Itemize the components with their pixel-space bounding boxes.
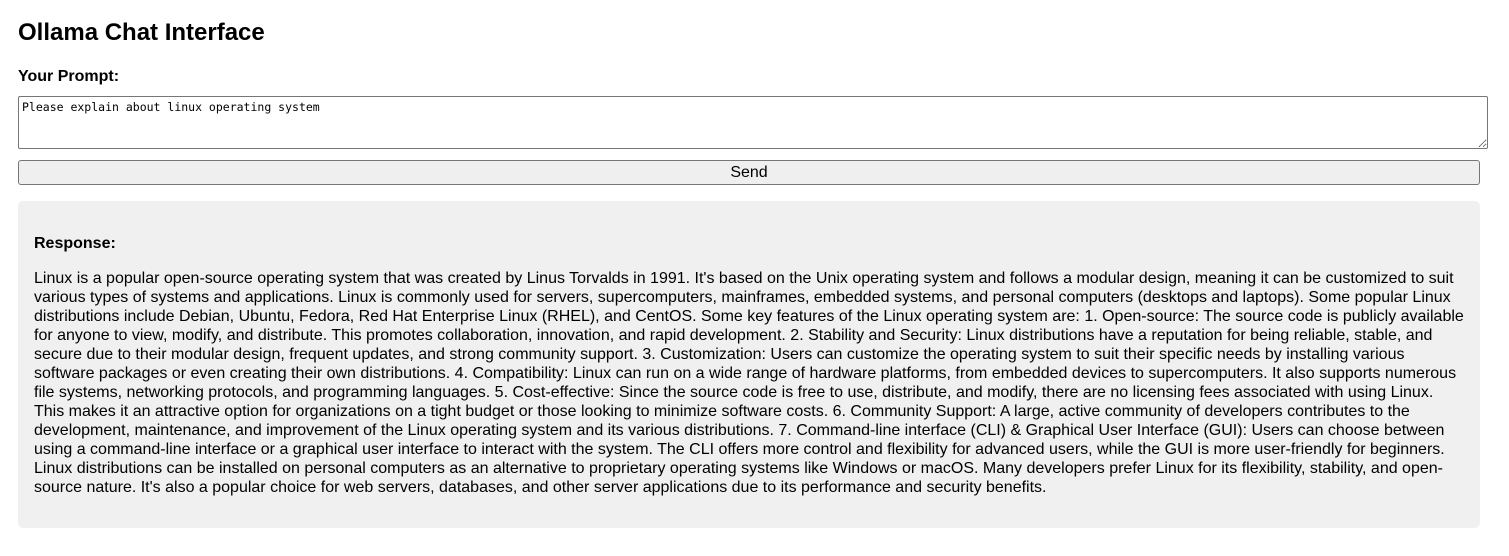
prompt-input[interactable] <box>18 96 1488 149</box>
response-label: Response: <box>34 235 116 252</box>
response-panel <box>18 201 1480 528</box>
send-button[interactable]: Send <box>18 160 1480 185</box>
response-text: Linux is a popular open-source operating system that was created by Linus Torvalds in 1991. It's based on the Unix operating system and follows a modular design, meaning it can be customized to suit various types of systems and applications. Linux is commonly used for servers, supercomputers, mainframes, embedded systems, and personal computers (desktops and laptops). Some popular Linux distributions include Debian, Ubuntu, Fedora, Red Hat Enterprise Linux (RHEL), and CentOS. Some key features of the Linux operating system are: 1. Open-source: The source code is publicly available for anyone to view, modify, and distribute. This promotes collaboration, innovation, and rapid development. 2. Stability and Security: Linux distributions have a reputation for being reliable, stable, and secure due to their modular design, frequent updates, and strong community support. 3. Customization: Users can customize the operating system to suit their specific needs by installing various software packages or even creating their own distributions. 4. Compatibility: Linux can run on a wide range of hardware platforms, from embedded devices to supercomputers. It also supports numerous file systems, networking protocols, and programming languages. 5. Cost-effective: Since the source code is free to use, distribute, and modify, there are no licensing fees associated with using Linux. This makes it an attractive option for organizations on a tight budget or those looking to minimize software costs. 6. Community Support: A large, active community of developers contributes to the development, maintenance, and improvement of the Linux operating system and its various distributions. 7. Command-line interface (CLI) & Graphical User Interface (GUI): Users can choose between using a command-line interface or a graphical user interface to interact with the system. The CLI offers more control and flexibility for advanced users, while the GUI is more user-friendly for beginners. Linux distributions can be installed on personal computers as an alternative to proprietary operating systems like Windows or macOS. Many developers prefer Linux for its flexibility, stability, and open-source nature. It's also a popular choice for web servers, databases, and other server applications due to its performance and security benefits. <box>34 270 1464 496</box>
page-title: Ollama Chat Interface <box>18 19 265 46</box>
prompt-label: Your Prompt: <box>18 68 120 85</box>
